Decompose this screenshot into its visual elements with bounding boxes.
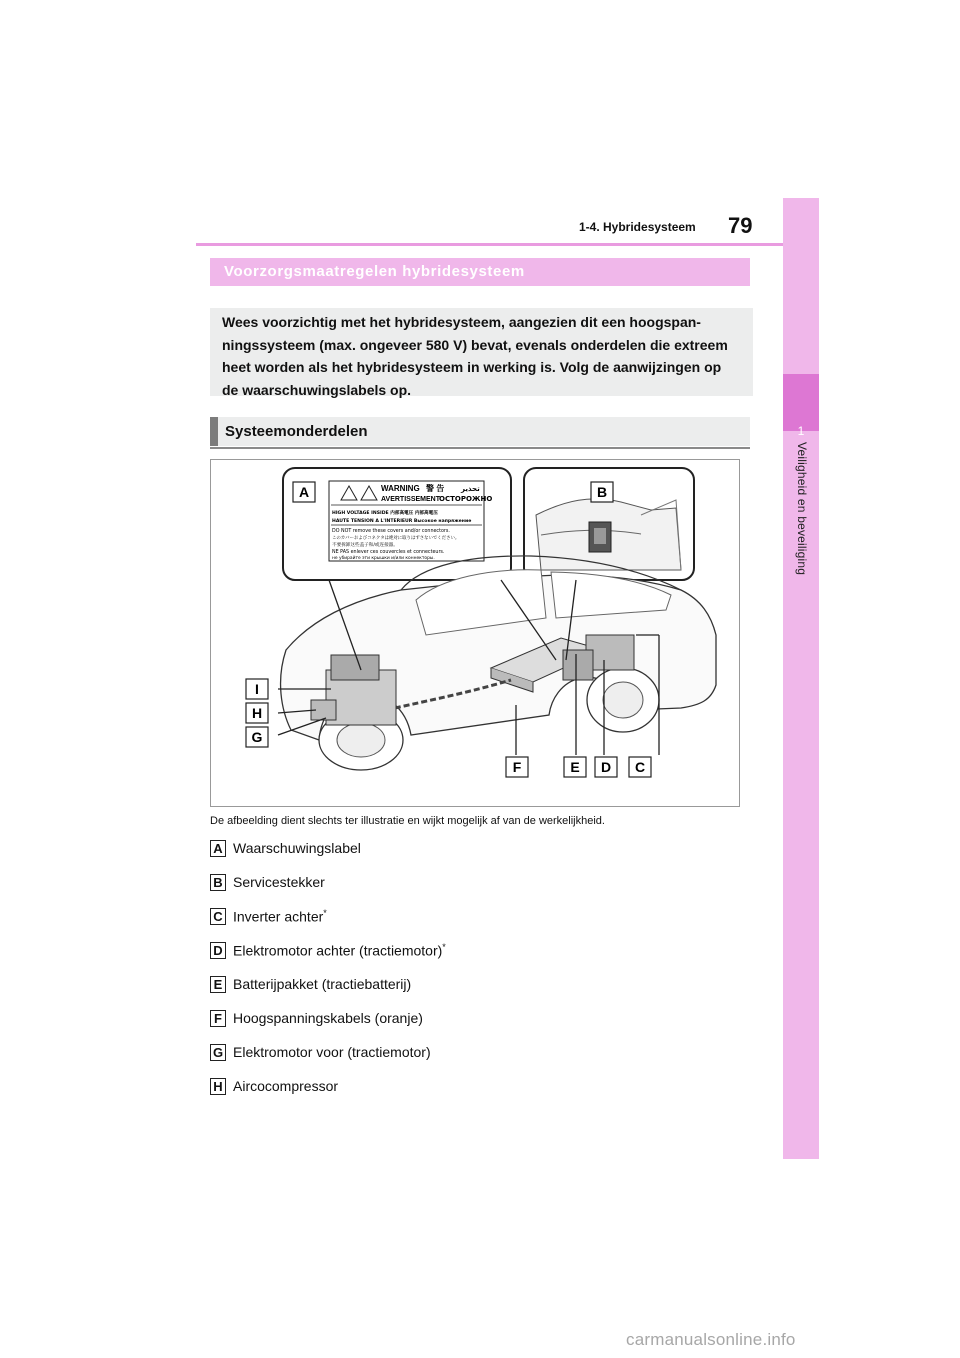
intro-line: ningssysteem (max. ongeveer 580 V) bevat, evenals onderdelen die extreem bbox=[222, 336, 728, 353]
page-number: 79 bbox=[728, 213, 753, 238]
callout-d-text: D bbox=[600, 759, 612, 775]
intro-box bbox=[210, 308, 753, 396]
legend-key: H bbox=[210, 1078, 226, 1095]
legend-key: C bbox=[210, 908, 226, 925]
legend-key: G bbox=[210, 1044, 226, 1061]
callout-f-text: F bbox=[512, 759, 522, 775]
legend-label: Inverter achter* bbox=[233, 908, 327, 925]
watermark: carmanualsonline.info bbox=[626, 1330, 796, 1349]
legend-label: Elektromotor voor (tractiemotor) bbox=[233, 1044, 431, 1060]
callout-a-text: A bbox=[298, 484, 310, 500]
label-warning-jp: 警 告 bbox=[426, 484, 445, 493]
legend-label: Waarschuwingslabel bbox=[233, 840, 361, 856]
intro-line: Wees voorzichtig met het hybridesysteem, aangezien dit een hoogspan- bbox=[222, 314, 701, 330]
callout-i-text: I bbox=[255, 681, 259, 697]
running-header: 1-4. Hybridesysteem bbox=[579, 220, 696, 234]
header-rule bbox=[196, 243, 783, 246]
label-warning: WARNING bbox=[381, 484, 420, 493]
legend-label: Hoogspanningskabels (oranje) bbox=[233, 1010, 423, 1026]
callout-e-text: E bbox=[570, 759, 580, 775]
chapter-number: 1 bbox=[797, 424, 805, 438]
car-illustration bbox=[211, 460, 741, 808]
legend-label: Aircocompressor bbox=[233, 1078, 339, 1094]
label-line-5: DO NOT remove these covers and/or connectors. bbox=[332, 529, 450, 534]
intro-line: heet worden als het hybridesysteem in werking is. Volg de aanwijzingen op bbox=[222, 359, 722, 375]
chapter-tab-label: Veiligheid en beveiliging bbox=[795, 442, 809, 576]
footnote-asterisk: * bbox=[323, 908, 327, 918]
legend-label: Elektromotor achter (tractiemotor)* bbox=[233, 942, 446, 959]
label-line-8: NE PAS enlever ces couvercles et connecteurs. bbox=[332, 550, 445, 555]
chapter-number-box bbox=[783, 374, 819, 438]
label-line-6: このカバーおよびコネクタは絶対に取りはずさないでください。 bbox=[332, 536, 460, 541]
callout-h-text: H bbox=[251, 705, 263, 721]
callout-g-text: G bbox=[251, 729, 263, 745]
legend-key: F bbox=[210, 1010, 226, 1027]
label-line-3: HIGH VOLTAGE INSIDE 内部高電圧 内部高電压 bbox=[332, 511, 438, 516]
subsection-rule bbox=[210, 447, 750, 449]
legend-label: Servicestekker bbox=[233, 874, 325, 890]
chapter-thumb-tab bbox=[783, 198, 819, 1159]
footnote-asterisk: * bbox=[442, 942, 446, 952]
legend-key: A bbox=[210, 840, 226, 857]
rear-motor bbox=[563, 650, 593, 680]
legend-label: Batterijpakket (tractiebatterij) bbox=[233, 976, 412, 992]
system-components-illustration bbox=[210, 459, 740, 807]
callout-b-text: B bbox=[596, 484, 608, 500]
subsection-title: Systeemonderdelen bbox=[210, 417, 750, 446]
label-line-7: 不要拆卸这些盖子和/或连接器。 bbox=[332, 543, 398, 548]
section-title: Voorzorgsmaatregelen hybridesysteem bbox=[210, 258, 750, 286]
legend-key: B bbox=[210, 874, 226, 891]
label-warning-ar: تحذير bbox=[461, 485, 480, 493]
front-inverter bbox=[331, 655, 379, 680]
callout-c-text: C bbox=[634, 759, 646, 775]
legend-key: E bbox=[210, 976, 226, 993]
label-line-4: HAUTE TENSION A L'INTERIEUR Высокое напряжение bbox=[332, 519, 472, 524]
intro-line: de waarschuwingslabels op. bbox=[222, 381, 412, 398]
label-ostorozhno: ОСТОРОЖНО bbox=[439, 495, 493, 503]
legend-key: D bbox=[210, 942, 226, 959]
label-line-9: не убирайте эти крышки и/или коннекторы. bbox=[332, 556, 435, 561]
figure-caption: De afbeelding dient slechts ter illustratie en wijkt mogelijk af van de werkelijkheid. bbox=[210, 815, 605, 827]
label-avertissement: AVERTISSEMENT bbox=[381, 496, 440, 503]
